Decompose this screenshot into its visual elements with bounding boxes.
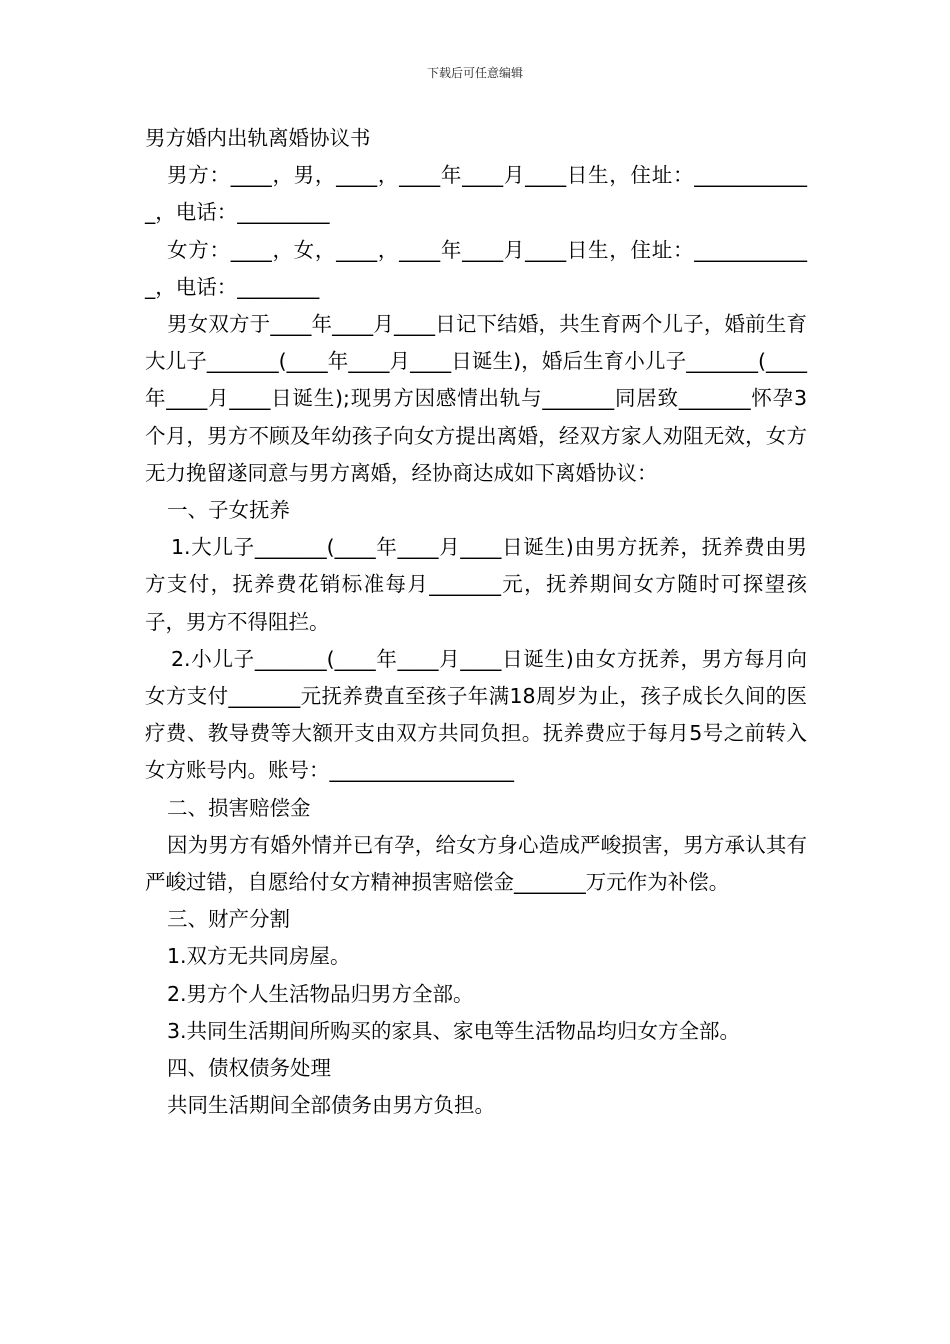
paragraph-damages: 因为男方有婚外情并已有孕，给女方身心造成严峻损害，男方承认其有严峻过错，自愿给付女方精神损害赔偿金_______万元作为补偿。 bbox=[145, 832, 807, 895]
page-header-note: 下载后可任意编辑 bbox=[426, 66, 523, 80]
paragraph-female-party: 女方：____，女，____，____年____月____日生，住址：____________，电话：________ bbox=[145, 237, 807, 299]
section-heading-debts: 四、债权债务处理 bbox=[167, 1056, 331, 1081]
document-title: 男方婚内出轨离婚协议书 bbox=[145, 126, 371, 150]
document-body bbox=[145, 120, 807, 1124]
paragraph-male-party: 男方：____，男，____，____年____月____日生，住址：____________，电话：_________ bbox=[145, 163, 807, 225]
paragraph-property-1: 1.双方无共同房屋。 bbox=[167, 944, 351, 969]
section-heading-damages: 二、损害赔偿金 bbox=[167, 795, 311, 820]
paragraph-marriage-background: 男女双方于____年____月____日记下结婚，共生育两个儿子，婚前生育大儿子_______(____年____月____日诞生)，婚后生育小儿子_______(____年____月____日诞生);现男方因感情出轨与_______同居致_______怀孕3个月，男方不顾及年幼孩子向女方提出离婚，经双方家人劝阻无效，女方无力挽留遂同意与男方离婚，经协商达成如下离婚协议： bbox=[145, 312, 807, 485]
paragraph-property-2: 2.男方个人生活物品归男方全部。 bbox=[167, 981, 474, 1006]
paragraph-debts: 共同生活期间全部债务由男方负担。 bbox=[167, 1093, 495, 1118]
paragraph-property-3: 3.共同生活期间所购买的家具、家电等生活物品均归女方全部。 bbox=[167, 1018, 741, 1043]
section-heading-property-division: 三、财产分割 bbox=[167, 907, 290, 932]
paragraph-younger-son-custody: 2.小儿子_______(____年____月____日诞生)由女方抚养，男方每月向女方支付_______元抚养费直至孩子年满18周岁为止，孩子成长久间的医疗费、教导费等大额开支由双方共同负担。抚养费应于每月5号之前转入女方账号内。账号：__________________ bbox=[145, 646, 807, 783]
section-heading-child-custody: 一、子女抚养 bbox=[167, 498, 290, 523]
paragraph-elder-son-custody: 1.大儿子_______(____年____月____日诞生)由男方抚养，抚养费由男方支付，抚养费花销标准每月_______元，抚养期间女方随时可探望孩子，男方不得阻拦。 bbox=[145, 535, 807, 634]
